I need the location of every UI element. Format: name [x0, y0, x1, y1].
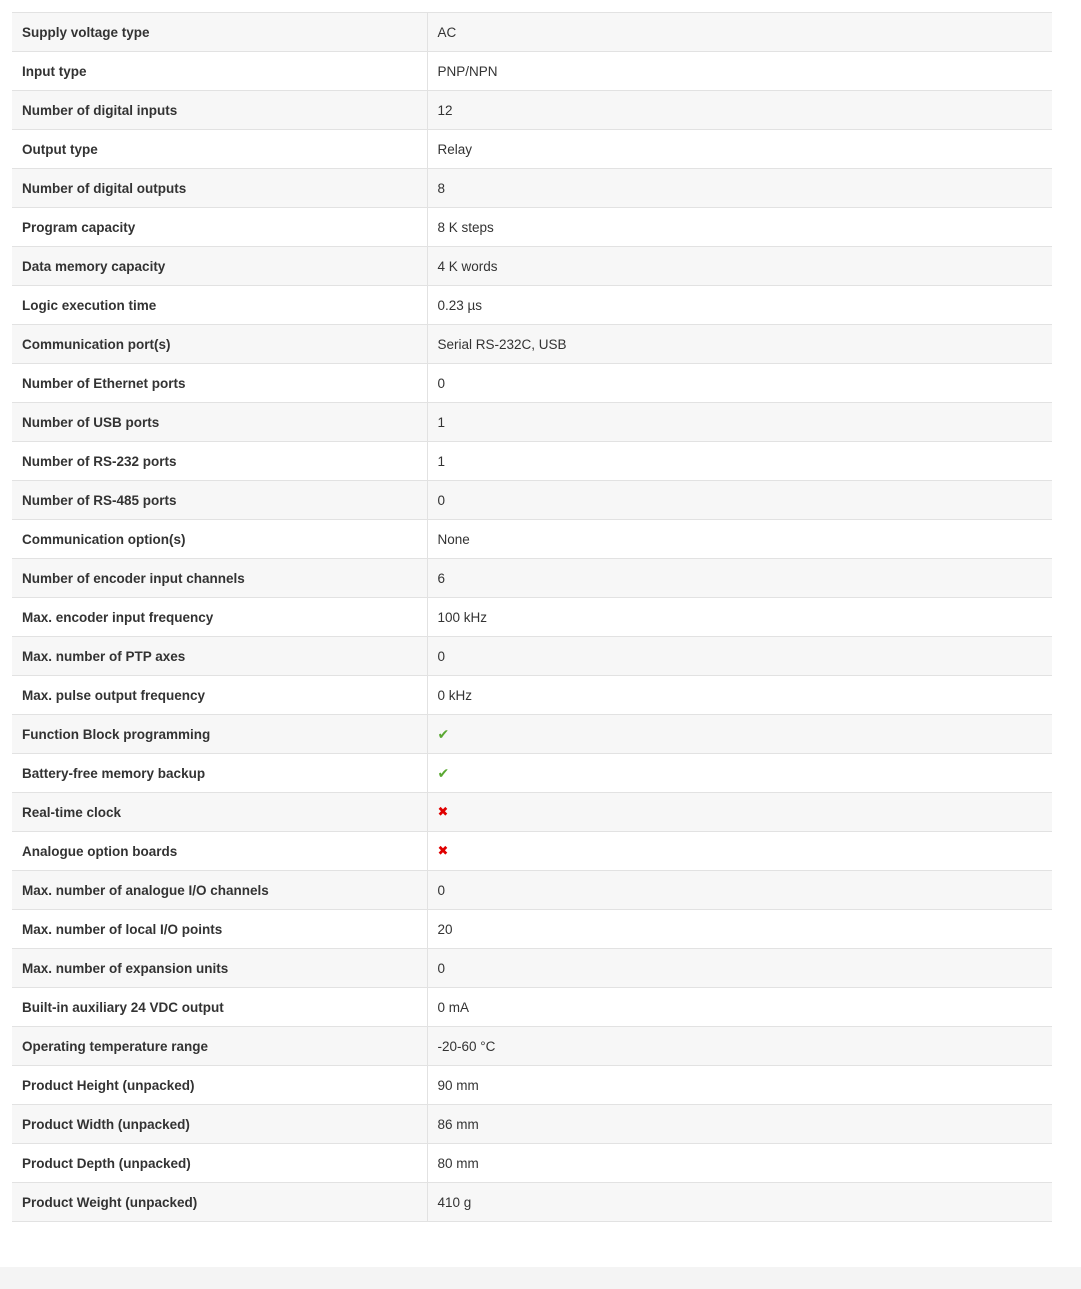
spec-label: Data memory capacity [12, 247, 427, 286]
spec-value: None [427, 520, 1052, 559]
spec-row [12, 949, 1052, 988]
spec-row [12, 520, 1052, 559]
spec-value: 20 [427, 910, 1052, 949]
spec-value: 0 [427, 871, 1052, 910]
spec-row [12, 1183, 1052, 1222]
spec-label: Output type [12, 130, 427, 169]
spec-label: Operating temperature range [12, 1027, 427, 1066]
spec-row [12, 754, 1052, 793]
spec-label: Communication option(s) [12, 520, 427, 559]
spec-label: Input type [12, 52, 427, 91]
spec-table [12, 12, 1052, 1222]
spec-row [12, 559, 1052, 598]
spec-row [12, 325, 1052, 364]
spec-row [12, 832, 1052, 871]
spec-label: Product Weight (unpacked) [12, 1183, 427, 1222]
spec-label: Logic execution time [12, 286, 427, 325]
spec-label: Product Depth (unpacked) [12, 1144, 427, 1183]
spec-row [12, 715, 1052, 754]
spec-row [12, 910, 1052, 949]
spec-value: 1 [427, 442, 1052, 481]
spec-row [12, 1027, 1052, 1066]
spec-label: Supply voltage type [12, 13, 427, 52]
spec-row [12, 247, 1052, 286]
spec-label: Program capacity [12, 208, 427, 247]
spec-row [12, 637, 1052, 676]
spec-value: 0 mA [427, 988, 1052, 1027]
spec-label: Number of digital outputs [12, 169, 427, 208]
spec-row [12, 13, 1052, 52]
spec-row [12, 988, 1052, 1027]
spec-row [12, 481, 1052, 520]
spec-row [12, 286, 1052, 325]
spec-row [12, 442, 1052, 481]
spec-row [12, 91, 1052, 130]
spec-row [12, 1066, 1052, 1105]
spec-value: 100 kHz [427, 598, 1052, 637]
check-icon: ✔ [437, 725, 450, 742]
spec-value-icon-cell [427, 793, 1052, 832]
spec-label: Product Height (unpacked) [12, 1066, 427, 1105]
spec-label: Number of RS-232 ports [12, 442, 427, 481]
spec-value: Serial RS-232C, USB [427, 325, 1052, 364]
spec-row [12, 130, 1052, 169]
spec-label: Function Block programming [12, 715, 427, 754]
spec-value-icon-cell [427, 832, 1052, 871]
spec-label: Max. number of analogue I/O channels [12, 871, 427, 910]
spec-label: Number of digital inputs [12, 91, 427, 130]
spec-value: 80 mm [427, 1144, 1052, 1183]
spec-row [12, 52, 1052, 91]
spec-label: Number of encoder input channels [12, 559, 427, 598]
spec-value: 8 K steps [427, 208, 1052, 247]
spec-value: 86 mm [427, 1105, 1052, 1144]
spec-label: Battery-free memory backup [12, 754, 427, 793]
spec-label: Max. number of expansion units [12, 949, 427, 988]
spec-value: PNP/NPN [427, 52, 1052, 91]
spec-value: 0 [427, 364, 1052, 403]
spec-value: 0 [427, 637, 1052, 676]
spec-row [12, 364, 1052, 403]
spec-value: 90 mm [427, 1066, 1052, 1105]
spec-value-icon-cell [427, 754, 1052, 793]
spec-row [12, 169, 1052, 208]
spec-row [12, 871, 1052, 910]
spec-row [12, 1105, 1052, 1144]
spec-row [12, 208, 1052, 247]
spec-value: 8 [427, 169, 1052, 208]
spec-label: Product Width (unpacked) [12, 1105, 427, 1144]
spec-row [12, 793, 1052, 832]
footer-band [0, 1267, 1081, 1289]
check-icon: ✔ [437, 764, 450, 781]
spec-value: 0 kHz [427, 676, 1052, 715]
spec-value: AC [427, 13, 1052, 52]
spec-label: Max. number of PTP axes [12, 637, 427, 676]
spec-value: 0 [427, 949, 1052, 988]
spec-label: Built-in auxiliary 24 VDC output [12, 988, 427, 1027]
spec-value: 0.23 µs [427, 286, 1052, 325]
spec-value: 6 [427, 559, 1052, 598]
spec-label: Number of USB ports [12, 403, 427, 442]
spec-label: Max. pulse output frequency [12, 676, 427, 715]
spec-value: -20-60 °C [427, 1027, 1052, 1066]
spec-value: Relay [427, 130, 1052, 169]
spec-label: Real-time clock [12, 793, 427, 832]
cross-icon: ✖ [437, 804, 449, 819]
spec-value: 4 K words [427, 247, 1052, 286]
spec-value: 410 g [427, 1183, 1052, 1222]
spec-value: 12 [427, 91, 1052, 130]
spec-table-body [12, 13, 1052, 1222]
spec-label: Number of RS-485 ports [12, 481, 427, 520]
spec-row [12, 598, 1052, 637]
spec-value-icon-cell [427, 715, 1052, 754]
spec-label: Number of Ethernet ports [12, 364, 427, 403]
spec-value: 0 [427, 481, 1052, 520]
spec-row [12, 676, 1052, 715]
spec-value: 1 [427, 403, 1052, 442]
spec-row [12, 403, 1052, 442]
spec-label: Communication port(s) [12, 325, 427, 364]
spec-row [12, 1144, 1052, 1183]
spec-label: Analogue option boards [12, 832, 427, 871]
spec-label: Max. encoder input frequency [12, 598, 427, 637]
cross-icon: ✖ [437, 843, 449, 858]
spec-label: Max. number of local I/O points [12, 910, 427, 949]
